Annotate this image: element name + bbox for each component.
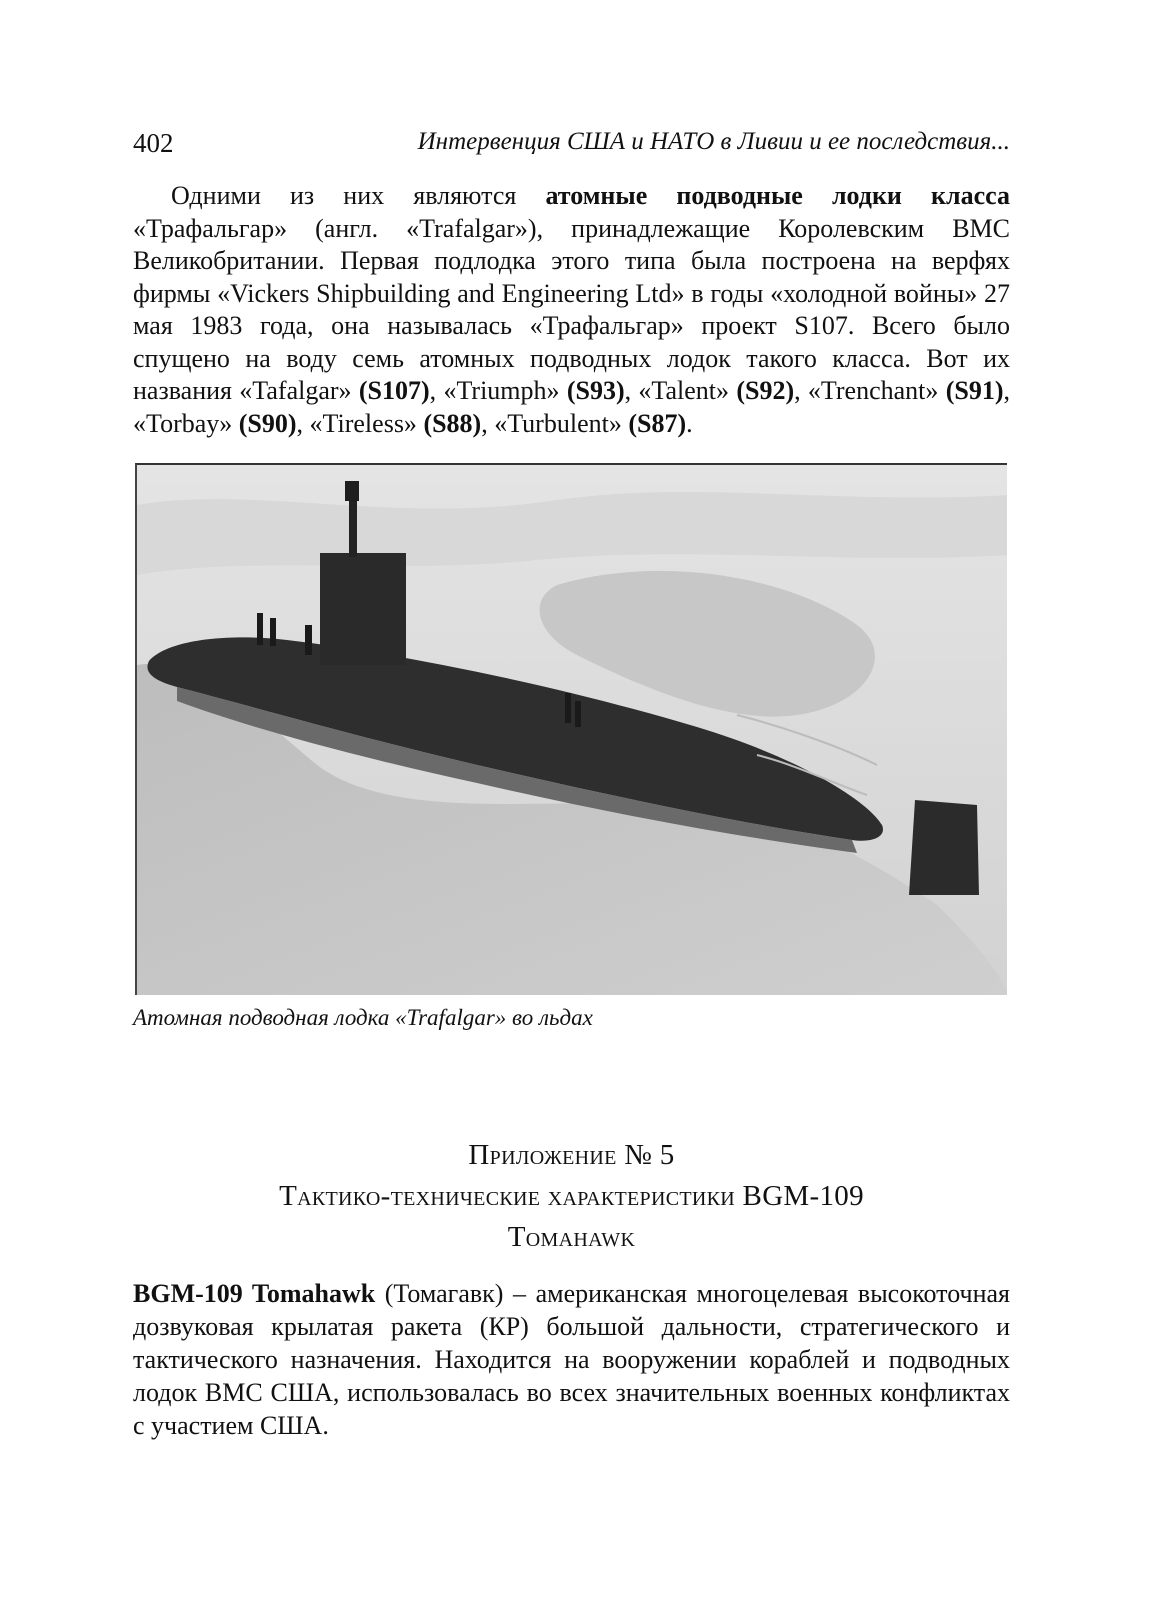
mast-top [345, 481, 359, 501]
text-span: , «Triumph» [429, 376, 567, 405]
appendix-title-cont: Tomahawk [507, 1221, 636, 1253]
crew-figure [305, 625, 312, 655]
running-title: Интервенция США и НАТО в Ливии и ее последствия... [417, 128, 1010, 155]
bold-span: (S91) [945, 376, 1004, 405]
crew-figure [270, 618, 276, 646]
appendix-number: Приложение № 5 [468, 1139, 675, 1171]
crew-figure [565, 693, 571, 723]
bold-span: (S88) [423, 408, 482, 438]
text-span: , «Turbulent» [481, 408, 629, 438]
bold-span: BGM-109 Tomahawk [133, 1279, 376, 1308]
bold-span: (S92) [736, 376, 795, 405]
bold-span: атомные подводные лодки класса [545, 181, 1010, 210]
text-span: , «Trenchant» [794, 376, 946, 405]
paragraph-trafalgar [133, 180, 1010, 440]
bold-span: (S87) [628, 408, 687, 438]
bold-span: (S107) [358, 376, 430, 405]
appendix-title: Тактико-технические характеристики BGM-109 [279, 1180, 864, 1212]
paragraph-tomahawk [133, 1277, 1010, 1442]
submarine-photo [135, 463, 1007, 995]
text-span: «Трафальгар» (англ. «Trafalgar»), принадлежащие Королевским ВМС Великобритании. Первая подлодка этого типа была построена на верфях фирмы «Vickers Shipbuilding and Engineering Ltd» в годы «холодной войны» 27 мая 1983 года, она называлась «Трафальгар» проект S107. Всего было спущено на воду семь атомных подводных лодок такого класса. Вот их названия «Tafalgar» [133, 213, 1010, 405]
text-span: (Томагавк) – американская многоцелевая высокоточная дозвуковая крылатая ракета (КР) большой дальности, стратегического и тактического назначения. Находится на вооружении кораблей и подводных лодок ВМС США, использовалась во всех значительных военных конфликтах с участием США. [133, 1279, 1011, 1440]
text-span: , «Tireless» [296, 408, 424, 438]
page-number: 402 [133, 128, 174, 158]
figure-caption: Атомная подводная лодка «Trafalgar» во льдах [133, 1005, 593, 1030]
crew-figure [575, 701, 581, 727]
text-span: , «Torbay» [133, 376, 1010, 438]
crew-figure [257, 613, 263, 645]
running-head [133, 128, 1010, 168]
submarine-sail [320, 553, 406, 665]
text-span: . [686, 408, 693, 438]
rudder-fin [909, 800, 979, 895]
bold-span: (S93) [566, 376, 625, 405]
submarine-illustration [137, 465, 1007, 995]
text-span: Одними из них являются [171, 181, 546, 210]
text-span: , «Talent» [624, 376, 737, 405]
bold-span: (S90) [238, 408, 297, 438]
